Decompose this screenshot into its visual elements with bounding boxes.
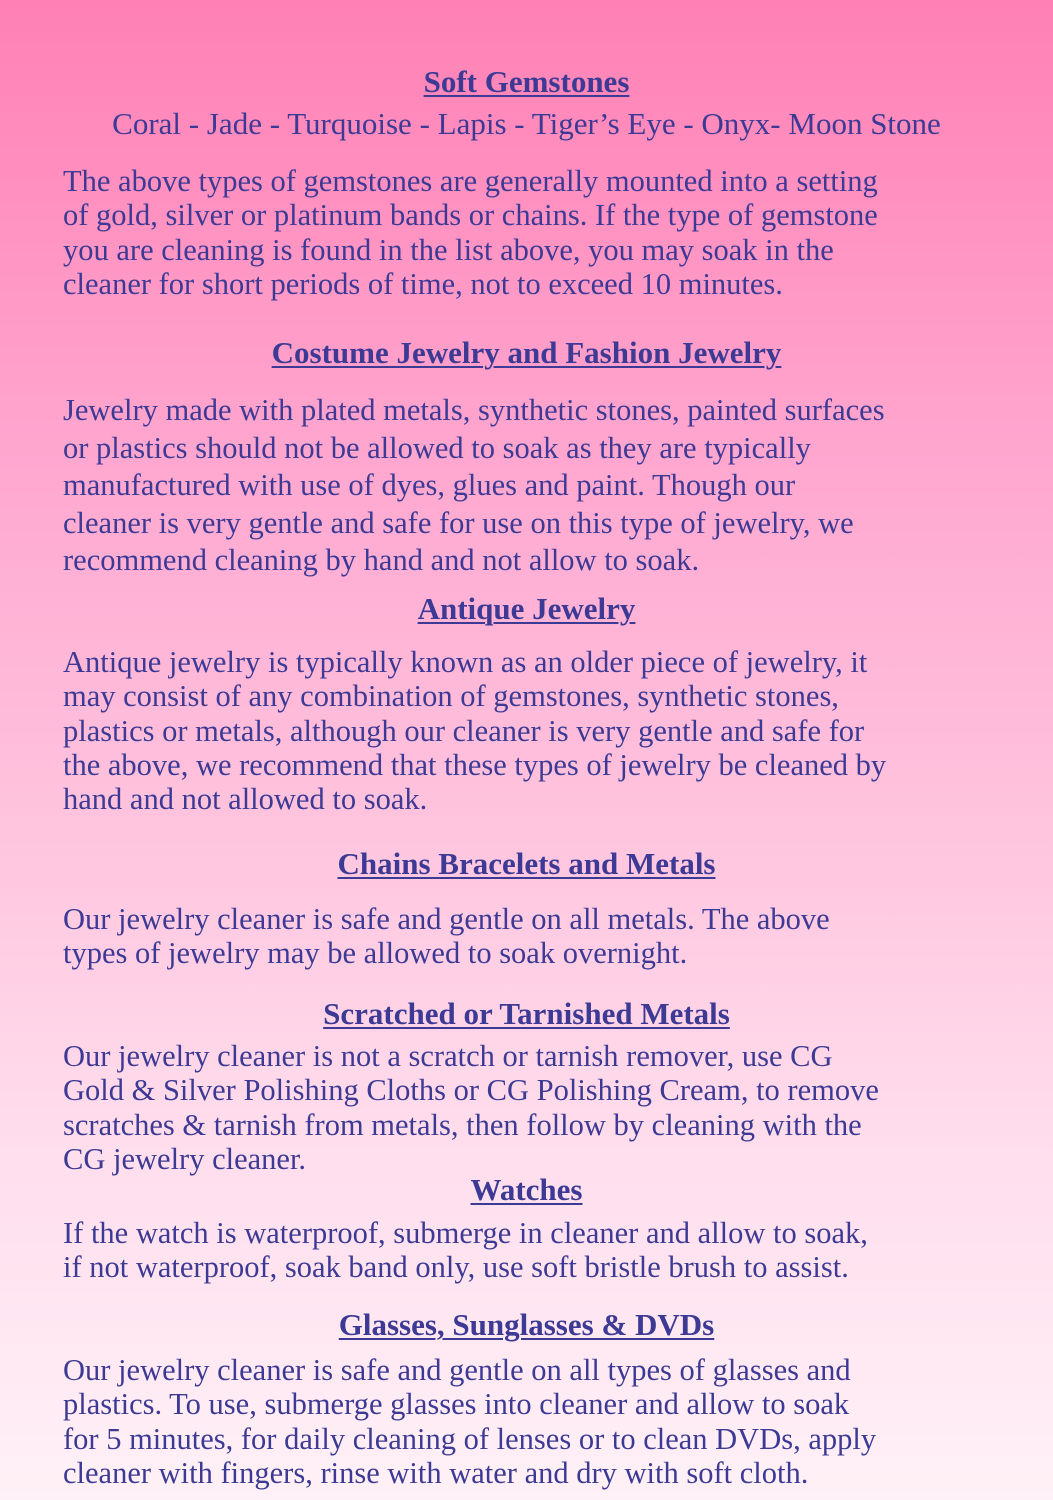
body-line: The above types of gemstones are generally mounted into a setting xyxy=(63,164,878,198)
body-line: cleaner for short periods of time, not to exceed 10 minutes. xyxy=(63,266,783,301)
body-line: cleaner is very gentle and safe for use on this type of jewelry, we xyxy=(63,505,854,540)
body-line: Gold & Silver Polishing Cloths or CG Polishing Cream, to remove xyxy=(63,1073,879,1108)
body-line: if not waterproof, soak band only, use soft bristle brush to assist. xyxy=(63,1250,849,1285)
section-heading-soft-gemstones: Soft Gemstones xyxy=(423,64,630,99)
body-line: the above, we recommend that these types of jewelry be cleaned by xyxy=(63,747,887,782)
body-line: recommend cleaning by hand and not allow to soak. xyxy=(63,543,700,577)
body-line: may consist of any combination of gemstones, synthetic stones, xyxy=(63,679,839,714)
body-line: Our jewelry cleaner is not a scratch or tarnish remover, use CG xyxy=(63,1039,833,1073)
section-heading-antique-jewelry: Antique Jewelry xyxy=(417,591,636,626)
body-line: types of jewelry may be allowed to soak overnight. xyxy=(63,936,688,971)
section-heading-chains-bracelets-metals: Chains Bracelets and Metals xyxy=(337,846,716,881)
section-heading-watches: Watches xyxy=(470,1172,583,1207)
section-body-chains-bracelets-metals xyxy=(63,902,1023,971)
section-heading-costume-jewelry: Costume Jewelry and Fashion Jewelry xyxy=(271,335,782,370)
body-line: plastics. To use, submerge glasses into cleaner and allow to soak xyxy=(63,1387,850,1422)
body-line: manufactured with use of dyes, glues and paint. Though our xyxy=(63,468,796,502)
body-line: cleaner with fingers, rinse with water and dry with soft cloth. xyxy=(63,1455,809,1490)
gemstone-list: Coral - Jade - Turquoise - Lapis - Tiger’s Eye - Onyx- Moon Stone xyxy=(112,106,941,141)
section-heading-glasses-sunglasses-dvds: Glasses, Sunglasses & DVDs xyxy=(338,1307,715,1342)
body-line: Our jewelry cleaner is safe and gentle on all types of glasses and xyxy=(63,1353,851,1387)
section-body-costume-jewelry xyxy=(63,392,1023,580)
section-body-scratched-tarnished-metals xyxy=(63,1039,1023,1176)
body-line: If the watch is waterproof, submerge in cleaner and allow to soak, xyxy=(63,1216,868,1250)
body-line: Our jewelry cleaner is safe and gentle on all metals. The above xyxy=(63,902,830,936)
body-line: you are cleaning is found in the list above, you may soak in the xyxy=(63,232,834,267)
section-body-watches xyxy=(63,1216,1023,1285)
section-body-glasses-sunglasses-dvds xyxy=(63,1353,1023,1490)
body-line: Jewelry made with plated metals, synthetic stones, painted surfaces xyxy=(63,393,885,427)
body-line: for 5 minutes, for daily cleaning of lenses or to clean DVDs, apply xyxy=(63,1421,877,1456)
body-line: of gold, silver or platinum bands or chains. If the type of gemstone xyxy=(63,198,878,233)
section-body-antique-jewelry xyxy=(63,645,1023,816)
section-body-soft-gemstones xyxy=(63,164,1023,301)
body-line: plastics or metals, although our cleaner is very gentle and safe for xyxy=(63,713,865,748)
body-line: scratches & tarnish from metals, then follow by cleaning with the xyxy=(63,1107,862,1142)
body-line: Antique jewelry is typically known as an older piece of jewelry, it xyxy=(63,645,868,679)
body-line: CG jewelry cleaner. xyxy=(63,1141,307,1176)
body-line: hand and not allowed to soak. xyxy=(63,782,428,817)
section-heading-scratched-tarnished-metals: Scratched or Tarnished Metals xyxy=(323,996,730,1031)
body-line: or plastics should not be allowed to soak as they are typically xyxy=(63,430,811,465)
